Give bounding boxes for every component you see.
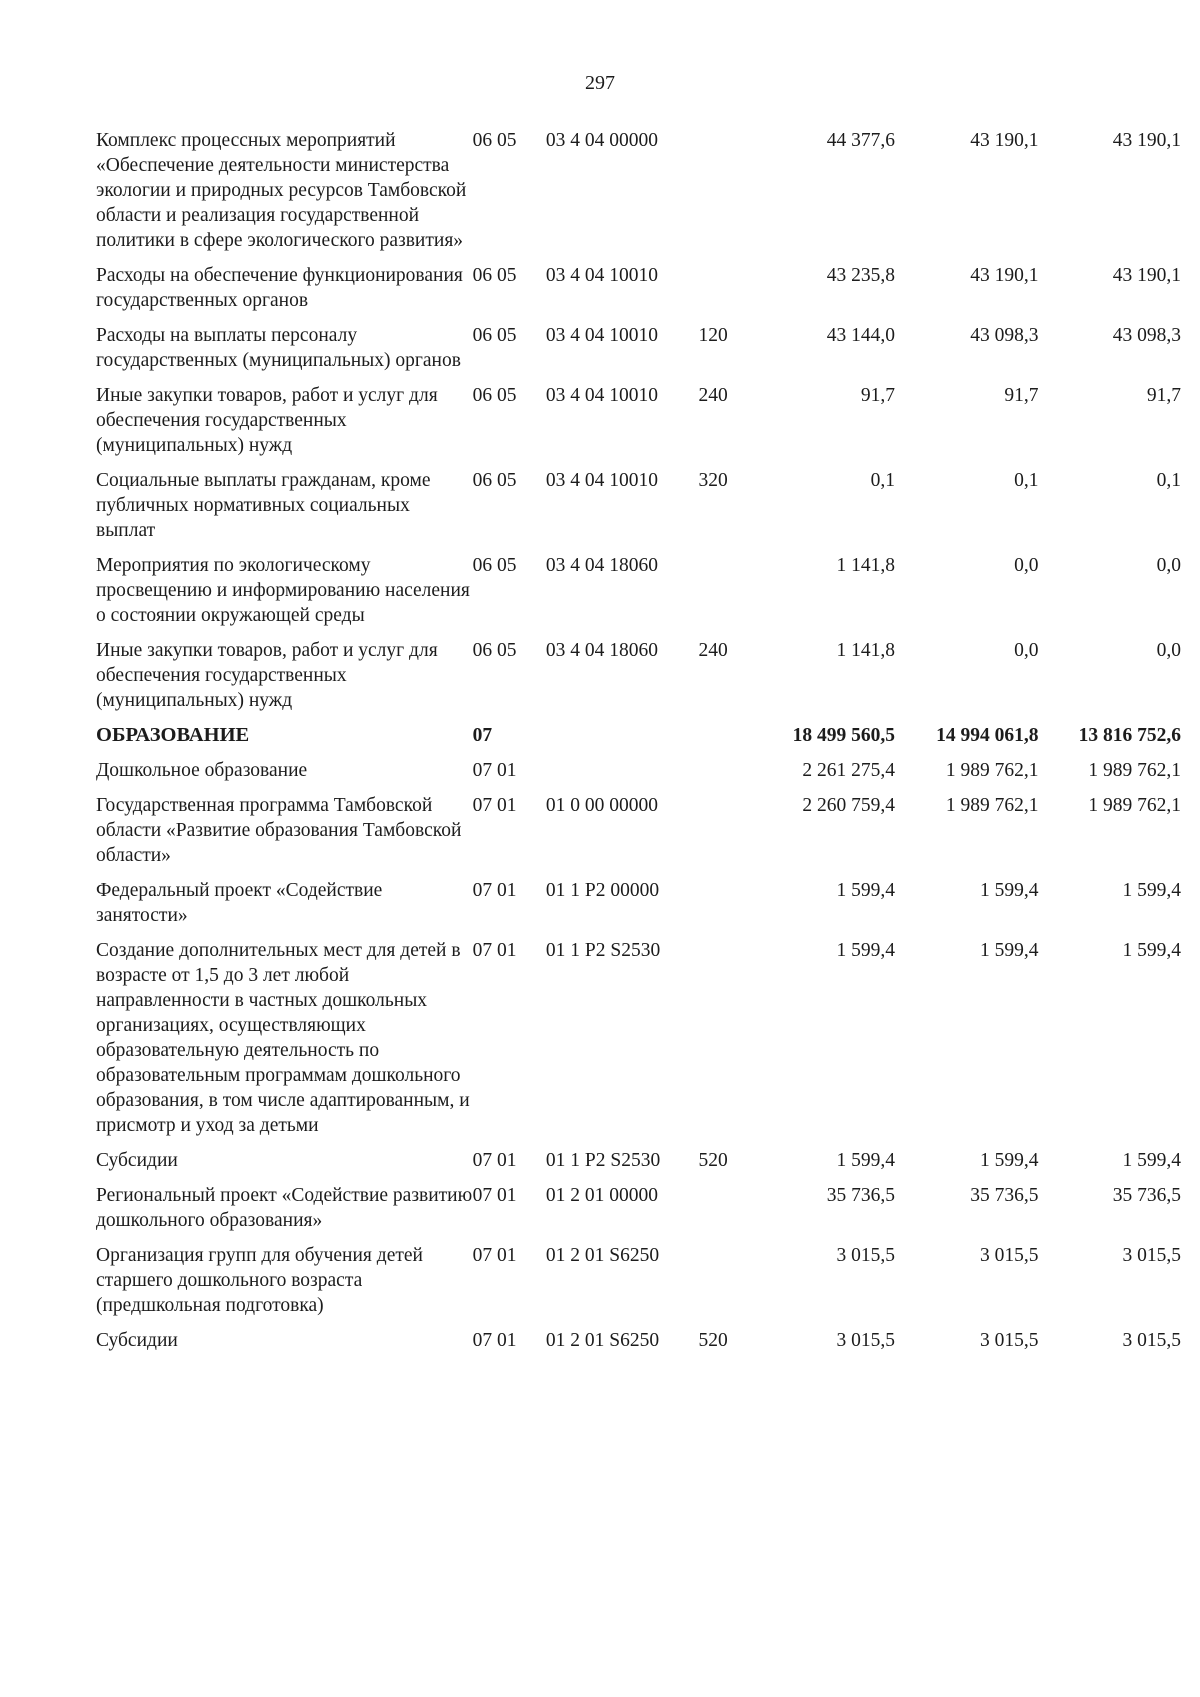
row-amount-year-3: 43 190,1 [1112,265,1181,286]
row-section-code: 07 01 [472,1245,517,1266]
row-program-code [546,758,699,793]
table-row [96,128,1181,263]
row-program-code: 01 1 P2 S2530 [545,940,661,961]
table-row [96,468,1181,553]
table-row [96,323,1181,383]
row-amount-year-1: 3 015,5 [836,1330,895,1351]
row-amount-year-2: 43 190,1 [970,130,1039,151]
table-row [96,793,1181,878]
row-amount-year-2: 0,1 [1014,470,1039,491]
row-amount-year-2: 1 989 762,1 [945,795,1039,816]
table-row [96,1328,1181,1363]
row-name: Иные закупки товаров, работ и услуг для обеспечения государственных (муниципальных) нужд [96,640,438,711]
row-amount-year-1: 0,1 [870,470,895,491]
row-program-code: 03 4 04 10010 [545,265,658,286]
row-amount-year-1: 18 499 560,5 [792,725,895,746]
row-amount-year-2: 1 599,4 [979,880,1039,901]
table-row [96,1148,1181,1183]
row-expense-type [699,723,750,758]
row-expense-type [699,878,750,938]
row-name: Региональный проект «Содействие развитию дошкольного образования» [96,1185,473,1231]
row-expense-type [699,758,750,793]
row-amount-year-2: 0,0 [1014,555,1039,576]
row-section-code: 07 01 [472,1150,517,1171]
row-amount-year-1: 2 260 759,4 [802,795,895,816]
row-amount-year-2: 43 098,3 [970,325,1039,346]
row-amount-year-2: 3 015,5 [979,1330,1039,1351]
row-amount-year-1: 3 015,5 [836,1245,895,1266]
table-row [96,758,1181,793]
row-amount-year-3: 3 015,5 [1122,1245,1181,1266]
row-amount-year-2: 1 599,4 [979,1150,1039,1171]
row-program-code: 01 0 00 00000 [545,795,658,816]
row-amount-year-1: 1 599,4 [836,1150,895,1171]
row-name: ОБРАЗОВАНИЕ [96,724,250,746]
row-section-code: 07 01 [472,880,517,901]
table-row [96,723,1181,758]
row-amount-year-2: 1 599,4 [979,940,1039,961]
row-program-code: 01 2 01 00000 [545,1185,658,1206]
row-amount-year-1: 1 599,4 [836,880,895,901]
row-expense-type [699,1243,750,1328]
row-amount-year-3: 1 599,4 [1122,940,1181,961]
row-expense-type: 240 [698,385,728,406]
row-program-code: 01 1 P2 S2530 [545,1150,661,1171]
row-name: Федеральный проект «Содействие занятости» [96,880,383,926]
row-expense-type [699,128,750,263]
row-amount-year-2: 43 190,1 [970,265,1039,286]
row-amount-year-3: 1 599,4 [1122,880,1181,901]
row-amount-year-3: 43 098,3 [1112,325,1181,346]
row-program-code: 03 4 04 00000 [545,130,658,151]
row-expense-type [699,263,750,323]
row-name: Иные закупки товаров, работ и услуг для обеспечения государственных (муниципальных) нужд [96,385,438,456]
row-section-code: 07 01 [472,760,517,781]
row-amount-year-1: 44 377,6 [826,130,895,151]
budget-table-body [96,128,1181,1363]
row-program-code [546,723,699,758]
row-amount-year-3: 0,0 [1156,555,1181,576]
row-expense-type [699,1183,750,1243]
row-amount-year-2: 1 989 762,1 [945,760,1039,781]
row-name: Комплекс процессных мероприятий «Обеспечение деятельности министерства экологии и природных ресурсов Тамбовской области и реализация государственной политики в сфере экологического развития» [96,130,467,251]
row-section-code: 06 05 [472,385,517,406]
row-program-code: 01 2 01 S6250 [545,1330,660,1351]
row-name: Расходы на выплаты персоналу государственных (муниципальных) органов [96,325,461,371]
table-row [96,938,1181,1148]
table-row [96,1243,1181,1328]
row-amount-year-3: 0,0 [1156,640,1181,661]
row-section-code: 07 01 [472,1330,517,1351]
row-name: Создание дополнительных мест для детей в возрасте от 1,5 до 3 лет любой направленности в частных дошкольных организациях, осуществляющих образовательную деятельность по образовательным программам дошкольного образования, в том числе адаптированным, и присмотр и уход за детьми [96,940,470,1136]
row-amount-year-3: 13 816 752,6 [1078,725,1181,746]
row-section-code: 07 [472,725,493,746]
row-program-code: 01 1 P2 00000 [545,880,660,901]
row-amount-year-3: 0,1 [1156,470,1181,491]
row-program-code: 03 4 04 10010 [545,385,658,406]
row-amount-year-1: 2 261 275,4 [802,760,895,781]
row-amount-year-2: 91,7 [1004,385,1039,406]
row-section-code: 06 05 [472,130,517,151]
row-amount-year-3: 3 015,5 [1122,1330,1181,1351]
table-row [96,553,1181,638]
row-amount-year-3: 35 736,5 [1112,1185,1181,1206]
row-expense-type [699,938,750,1148]
row-amount-year-3: 1 989 762,1 [1088,795,1181,816]
row-program-code: 03 4 04 10010 [545,325,658,346]
table-row [96,383,1181,468]
row-expense-type [699,793,750,878]
row-amount-year-1: 1 141,8 [836,555,895,576]
row-name: Социальные выплаты гражданам, кроме публичных нормативных социальных выплат [96,470,431,541]
row-section-code: 06 05 [472,470,517,491]
row-amount-year-1: 1 141,8 [836,640,895,661]
row-amount-year-2: 14 994 061,8 [936,725,1039,746]
row-expense-type: 520 [698,1150,728,1171]
table-row [96,638,1181,723]
row-section-code: 06 05 [472,325,517,346]
row-name: Субсидии [96,1150,178,1171]
row-program-code: 01 2 01 S6250 [545,1245,660,1266]
row-expense-type: 240 [698,640,728,661]
row-name: Дошкольное образование [96,760,308,781]
row-amount-year-3: 1 989 762,1 [1088,760,1181,781]
row-section-code: 07 01 [472,940,517,961]
table-row [96,878,1181,938]
row-section-code: 07 01 [472,795,517,816]
row-expense-type: 320 [698,470,728,491]
row-expense-type: 520 [698,1330,728,1351]
row-amount-year-2: 35 736,5 [970,1185,1039,1206]
row-expense-type [699,553,750,638]
row-section-code: 06 05 [472,555,517,576]
row-section-code: 06 05 [472,640,517,661]
row-section-code: 07 01 [472,1185,517,1206]
page-number: 297 [585,72,615,94]
row-amount-year-1: 1 599,4 [836,940,895,961]
row-name: Мероприятия по экологическому просвещению и информированию населения о состоянии окружающей среды [96,555,470,626]
row-section-code: 06 05 [472,265,517,286]
row-amount-year-3: 43 190,1 [1112,130,1181,151]
budget-table [96,128,1181,1363]
row-amount-year-1: 43 235,8 [826,265,895,286]
row-name: Расходы на обеспечение функционирования государственных органов [96,265,463,311]
table-row [96,1183,1181,1243]
row-name: Субсидии [96,1330,178,1351]
row-name: Государственная программа Тамбовской области «Развитие образования Тамбовской области» [96,795,462,866]
row-amount-year-1: 43 144,0 [826,325,895,346]
row-program-code: 03 4 04 10010 [545,470,658,491]
row-name: Организация групп для обучения детей старшего дошкольного возраста (предшкольная подготовка) [96,1245,423,1316]
row-expense-type: 120 [698,325,728,346]
row-program-code: 03 4 04 18060 [545,640,658,661]
row-amount-year-2: 0,0 [1014,640,1039,661]
row-amount-year-3: 91,7 [1146,385,1181,406]
row-amount-year-1: 35 736,5 [826,1185,895,1206]
row-program-code: 03 4 04 18060 [545,555,658,576]
row-amount-year-3: 1 599,4 [1122,1150,1181,1171]
table-row [96,263,1181,323]
row-amount-year-2: 3 015,5 [979,1245,1039,1266]
row-amount-year-1: 91,7 [860,385,895,406]
